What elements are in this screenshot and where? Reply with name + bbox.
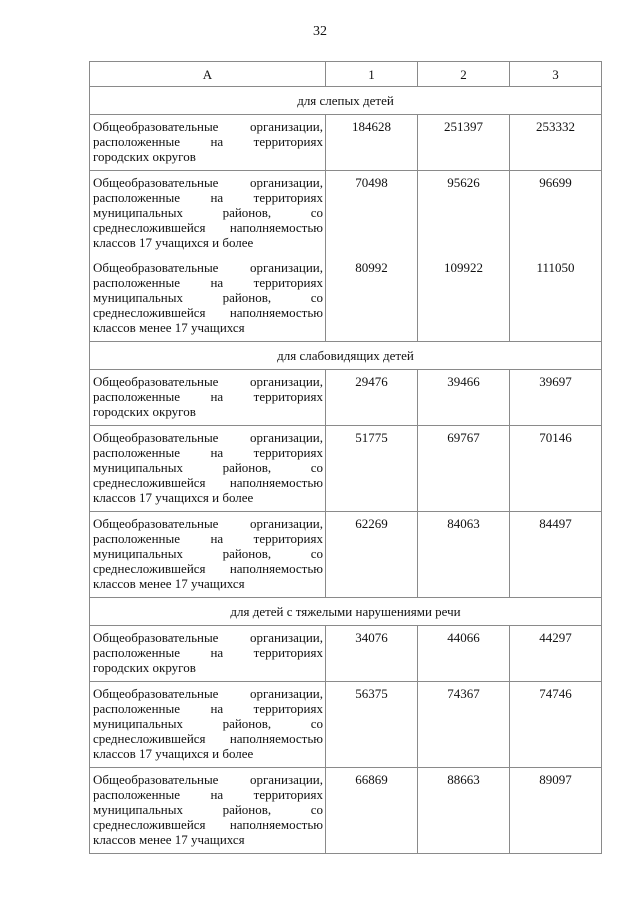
row-value-1: 70498 — [326, 171, 418, 257]
row-description: Общеобразовательные организации, расположенные на территориях муниципальных районов, со среднесложившейся наполняемостью классов 17 учащихся и более — [90, 171, 326, 257]
row-value-2: 39466 — [418, 370, 510, 426]
column-header-a: А — [90, 62, 326, 87]
table-row — [90, 256, 602, 342]
table-header-row — [90, 62, 602, 87]
row-value-3: 111050 — [510, 256, 602, 342]
row-value-1: 66869 — [326, 768, 418, 854]
row-value-3: 96699 — [510, 171, 602, 257]
row-value-1: 80992 — [326, 256, 418, 342]
row-value-1: 34076 — [326, 626, 418, 682]
row-description: Общеобразовательные организации, расположенные на территориях муниципальных районов, со среднесложившейся наполняемостью классов 17 учащихся и более — [90, 682, 326, 768]
row-value-3: 253332 — [510, 115, 602, 171]
row-value-2: 44066 — [418, 626, 510, 682]
row-value-3: 74746 — [510, 682, 602, 768]
table-row — [90, 512, 602, 598]
section-title: для слепых детей — [90, 87, 602, 115]
section-title: для слабовидящих детей — [90, 342, 602, 370]
column-header-1: 1 — [326, 62, 418, 87]
section-row — [90, 87, 602, 115]
row-value-2: 74367 — [418, 682, 510, 768]
table-row — [90, 370, 602, 426]
row-value-1: 29476 — [326, 370, 418, 426]
section-row — [90, 342, 602, 370]
table-row — [90, 682, 602, 768]
section-title: для детей с тяжелыми нарушениями речи — [90, 598, 602, 626]
row-value-1: 62269 — [326, 512, 418, 598]
row-description: Общеобразовательные организации, расположенные на территориях муниципальных районов, со среднесложившейся наполняемостью классов менее 17 учащихся — [90, 512, 326, 598]
row-value-2: 69767 — [418, 426, 510, 512]
row-description: Общеобразовательные организации, расположенные на территориях муниципальных районов, со среднесложившейся наполняемостью классов менее 17 учащихся — [90, 768, 326, 854]
row-value-2: 109922 — [418, 256, 510, 342]
column-header-2: 2 — [418, 62, 510, 87]
row-value-2: 84063 — [418, 512, 510, 598]
table-row — [90, 171, 602, 257]
table-row — [90, 115, 602, 171]
table-row — [90, 426, 602, 512]
row-value-3: 70146 — [510, 426, 602, 512]
row-value-1: 184628 — [326, 115, 418, 171]
row-value-2: 251397 — [418, 115, 510, 171]
row-value-2: 88663 — [418, 768, 510, 854]
row-value-2: 95626 — [418, 171, 510, 257]
section-row — [90, 598, 602, 626]
column-header-3: 3 — [510, 62, 602, 87]
row-value-3: 44297 — [510, 626, 602, 682]
row-description: Общеобразовательные организации, расположенные на территориях муниципальных районов, со среднесложившейся наполняемостью классов 17 учащихся и более — [90, 426, 326, 512]
row-description: Общеобразовательные организации, расположенные на территориях городских округов — [90, 115, 326, 171]
row-value-3: 89097 — [510, 768, 602, 854]
row-value-1: 56375 — [326, 682, 418, 768]
row-value-1: 51775 — [326, 426, 418, 512]
row-value-3: 84497 — [510, 512, 602, 598]
row-description: Общеобразовательные организации, расположенные на территориях городских округов — [90, 626, 326, 682]
cost-table — [89, 61, 602, 854]
row-description: Общеобразовательные организации, расположенные на территориях муниципальных районов, со среднесложившейся наполняемостью классов менее 17 учащихся — [90, 256, 326, 342]
table-row — [90, 768, 602, 854]
row-value-3: 39697 — [510, 370, 602, 426]
table-row — [90, 626, 602, 682]
row-description: Общеобразовательные организации, расположенные на территориях городских округов — [90, 370, 326, 426]
page-number: 32 — [313, 24, 327, 39]
